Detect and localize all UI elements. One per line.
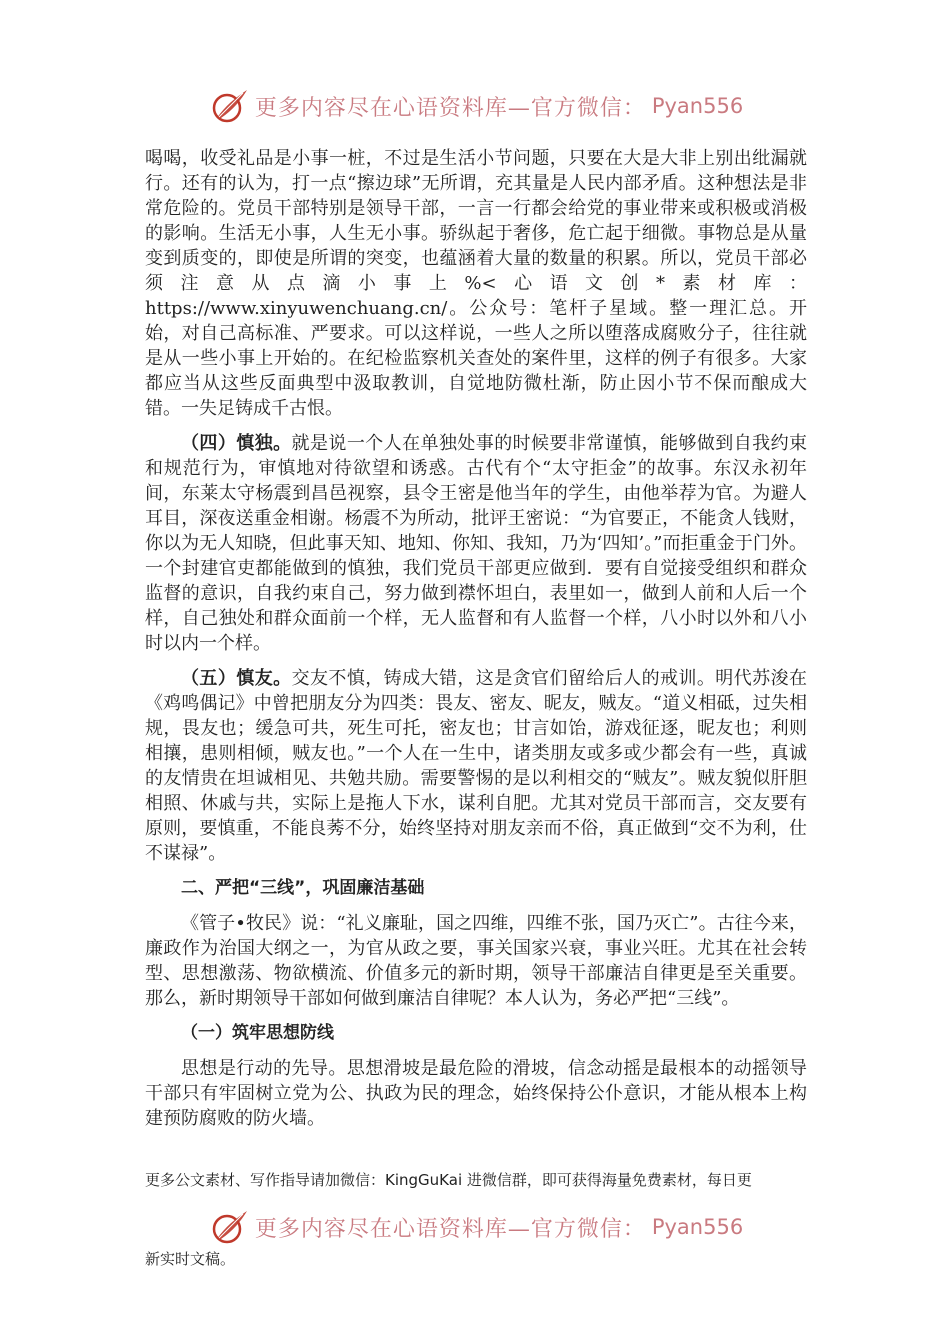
paragraph-sixiang: 思想是行动的先导。思想滑坡是最危险的滑坡，信念动摇是最根本的动摇领导干部只有牢固树立党为公、执政为民的理念，始终保持公仆意识，才能从根本上构建预防腐败的防火墙。: [145, 1058, 807, 1129]
banner-text: 更多内容尽在心语资料库—官方微信：: [254, 1216, 646, 1242]
document-body: [145, 146, 807, 1131]
section-lead-shenyou: （五）慎友。: [181, 668, 292, 689]
footer-wechat-id: KingGuKai: [385, 1171, 463, 1189]
footer-note-before: 更多公文素材、写作指导请加微信：: [145, 1171, 386, 1189]
paragraph-shendu-text: 就是说一个人在单独处事的时候要非常谨慎，能够做到自我约束和规范行为，审慎地对待欲望和诱惑。古代有个“太守拒金”的故事。东汉永初年间，东莱太守杨震到昌邑视察，县令王密是他当年的学生，由他举荐为官。为避人耳目，深夜送重金相谢。杨震不为所动，批评王密说：“为官要正，不能贪人钱财，你以为无人知晓，但此事天知、地知、你知、我知，乃为‘四知’。”而拒重金于门外。一个封建官吏都能做到的慎独，我们党员干部更应做到．要有自觉接受组织和群众监督的意识，自我约束自己，努力做到襟怀坦白，表里如一，做到人前和人后一个样，自己独处和群众面前一个样，无人监督和有人监督一个样，八小时以外和八小时以内一个样。: [145, 433, 807, 654]
paragraph-small-matters: 喝喝，收受礼品是小事一桩，不过是生活小节问题，只要在大是大非上别出纰漏就行。还有的认为，打一点“擦边球”无所谓，充其量是人民内部矛盾。这种想法是非常危险的。党员干部特别是领导干部，一言一行都会给党的事业带来或积极或消极的影响。生活无小事，人生无小事。骄纵起于奢侈，危亡起于细微。事物总是从量变到质变的，即使是所谓的突变，也蕴涵着大量的数量的积累。所以，党员干部必须注意从点滴小事上%<心语文创*素材库：https://www.xinyuwenchuang.cn/。公众号：笔杆子星域。整一理汇总。开始，对自己高标准、严要求。可以这样说，一些人之所以堕落成腐败分子，往往就是从一些小事上开始的。在纪检监察机关查处的案件里，这样的例子有很多。大家都应当从这些反面典型中汲取教训，自觉地防微杜渐，防止因小节不保而酿成大错。一失足铸成千古恨。: [145, 148, 807, 419]
paragraph-shendu: [145, 431, 807, 656]
paragraph-shenyou-text: 交友不慎，铸成大错，这是贪官们留给后人的戒训。明代苏浚在《鸡鸣偶记》中曾把朋友分为四类：畏友、密友、昵友，贼友。“道义相砥，过失相规，畏友也；缓急可共，死生可托，密友也；甘言如饴，游戏征逐，昵友也；利则相攘，患则相倾，贼友也。”一个人在一生中，诸类朋友或多或少都会有一些，真诚的友情贵在坦诚相见、共勉共励。需要警惕的是以利相交的“贼友”。贼友貌似肝胆相照、休戚与共，实际上是拖人下水，谋利自肥。尤其对党员干部而言，交友要有原则，要慎重，不能良莠不分，始终坚持对朋友亲而不俗，真正做到“交不为利，仕不谋禄”。: [145, 668, 807, 864]
banner-wechat-id: Pyan556: [651, 1215, 744, 1239]
paragraph-guanzi: 《管子•牧民》说：“礼义廉耻，国之四维，四维不张，国乃灭亡”。古往今来，廉政作为治国大纲之一，为官从政之要，事关国家兴衰，事业兴旺。尤其在社会转型、思想激荡、物欲横流、价值多元的新时期，领导干部廉洁自律更是至关重要。那么，新时期领导干部如何做到廉洁自律呢？本人认为，务必严把“三线”。: [145, 913, 807, 1009]
paragraph-shenyou: [145, 666, 807, 866]
section-lead-shendu: （四）慎独。: [181, 433, 292, 454]
footer-watermark-banner: [0, 1205, 950, 1249]
feather-logo-icon: [207, 1205, 251, 1249]
banner-text: 更多内容尽在心语资料库—官方微信：: [254, 95, 646, 121]
feather-logo-icon: [207, 84, 251, 128]
footer-note-tail: 新实时文稿。: [145, 1250, 236, 1268]
section-heading-sanxian: 二、严把“三线”，巩固廉洁基础: [181, 878, 425, 898]
banner-wechat-id: Pyan556: [651, 94, 744, 118]
footer-note-after: 进微信群，即可获得海量免费素材，每日更: [462, 1171, 752, 1189]
header-watermark-banner: [0, 84, 950, 128]
footer-promo-note: [145, 1168, 815, 1192]
subsection-heading-sixiang: （一）筑牢思想防线: [181, 1023, 334, 1043]
